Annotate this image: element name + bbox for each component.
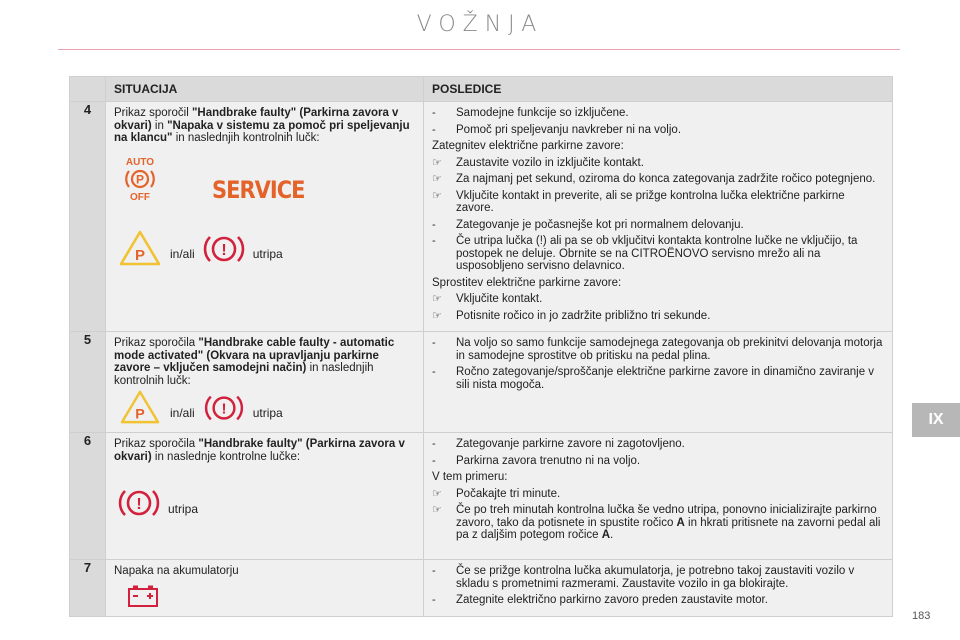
pointing-hand-icon: ☞: [432, 156, 442, 169]
list-item: [432, 107, 884, 120]
dash-marker: -: [432, 337, 436, 349]
pointing-hand-icon: ☞: [432, 487, 442, 500]
list-item: [432, 157, 884, 170]
message-hill-start-fault: "Napaka v sistemu za pomoč pri speljevanju na klancu": [114, 119, 410, 144]
pointing-hand-icon: ☞: [432, 189, 442, 202]
list-item-text: Vključite kontakt.: [456, 293, 543, 305]
row-number: 6: [70, 433, 106, 560]
situation-cell: [106, 560, 424, 617]
table-row-7: [70, 560, 893, 617]
dash-marker: -: [432, 454, 436, 467]
table-header-row: [70, 77, 893, 102]
list-item: [432, 337, 884, 362]
dash-marker: -: [432, 107, 436, 119]
subheading: Zategnitev električne parkirne zavore:: [432, 140, 624, 152]
list-item-text: Za najmanj pet sekund, oziroma do konca zategovanja zadržite ročico potegnjeno.: [456, 173, 876, 185]
situation-text: Napaka na akumulatorju: [114, 565, 239, 577]
consequences-cell: [424, 560, 893, 617]
svg-text:P: P: [135, 172, 145, 186]
lever-ref-a: A: [601, 529, 611, 541]
auto-p-off-icon: [118, 155, 162, 201]
list-item-text: Ročno zategovanje/sproščanje električne parkirne zavore in dinamično zaviranje v sili nista mogoča.: [456, 366, 875, 391]
text-part: .: [610, 529, 614, 541]
svg-text:P: P: [135, 406, 145, 423]
off-label: OFF: [130, 191, 150, 201]
caption-flashing: utripa: [252, 247, 283, 261]
pointing-hand-icon: ☞: [432, 173, 442, 185]
consequences-cell: [424, 332, 893, 433]
list-item-text: Potisnite ročico in jo zadržite približno tri sekunde.: [456, 309, 711, 322]
table-row-6: [70, 433, 893, 560]
svg-text:P: P: [134, 246, 146, 264]
list-item: [432, 504, 884, 542]
warning-lamps-row: [114, 389, 415, 425]
list-item-text: Na voljo so samo funkcije samodejnega zategovanja ob prekinitvi delovanja motorja in samodejne sprostitve ob pritisku na pedal plina.: [456, 337, 883, 362]
dash-marker: -: [432, 366, 436, 378]
list-item: [432, 366, 884, 391]
dash-marker: -: [432, 565, 436, 577]
dash-marker: -: [432, 218, 436, 231]
subheading: Sprostitev električne parkirne zavore:: [432, 276, 622, 289]
situation-text: [114, 438, 415, 463]
message-handbrake-faulty: "Handbrake faulty" (Parkirna zavora v okvari): [114, 438, 405, 463]
row-number: 7: [70, 560, 106, 617]
situation-text-tail: in naslednje kontrolne lučke:: [151, 450, 301, 463]
list-item-text: Če se prižge kontrolna lučka akumulatorja, je potrebno takoj zaustaviti vozilo v skladu s prometnimi razmerami. Zaustavite vozilo in ga blokirajte.: [456, 565, 855, 590]
list-item: [432, 219, 884, 232]
situation-text-lead: Prikaz sporočil: [114, 107, 192, 119]
dash-marker: -: [432, 235, 436, 247]
list-item-text: Pomoč pri speljevanju navkreber ni na voljo.: [456, 123, 682, 136]
situation-text: [114, 337, 415, 387]
situation-cell: [106, 102, 424, 332]
page-number: 183: [912, 610, 931, 622]
caption-and-or: in/ali: [170, 247, 195, 261]
list-item-text: Zaustavite vozilo in izključite kontakt.: [456, 156, 644, 169]
situation-cell: [106, 433, 424, 560]
pointing-hand-icon: ☞: [432, 293, 442, 305]
title-rule: [58, 49, 900, 50]
list-item-text: [456, 504, 884, 542]
dash-marker: -: [432, 123, 436, 136]
p-warning-triangle-icon: [118, 229, 162, 267]
text-part: Če po treh minutah kontrolna lučka še vedno utripa, ponovno inicializirajte parkirno zavoro, tako da potisnete in spustite ročico: [456, 504, 877, 529]
message-handbrake-faulty: "Handbrake faulty" (Parkirna zavora v okvari): [114, 107, 399, 132]
svg-text:!: !: [221, 241, 227, 259]
pointing-hand-icon: ☞: [432, 504, 442, 516]
list-item-text: Počakajte tri minute.: [456, 487, 561, 500]
list-item-text: Samodejne funkcije so izključene.: [456, 107, 629, 119]
brake-warning-icon: [118, 485, 160, 521]
list-item-text: Zategovanje parkirne zavore ni zagotovljeno.: [456, 438, 685, 450]
battery-icon: [126, 584, 160, 608]
list-item: [432, 455, 884, 468]
caption-and-or: in/ali: [170, 405, 195, 420]
text-part: in hkrati pritisnete na zavorni pedal ali pa z daljšim potegom ročice: [456, 516, 881, 541]
row-number: 4: [70, 102, 106, 332]
header-situation: SITUACIJA: [106, 77, 424, 102]
message-handbrake-cable-faulty: "Handbrake cable faulty - automatic mode activated" (Okvara na upravljanju parkirne zavore – vključen samodejni način): [114, 337, 395, 374]
situation-text: [114, 107, 415, 145]
dash-marker: -: [432, 438, 436, 450]
lever-ref-a: A: [676, 516, 685, 529]
list-item-text: Vključite kontakt in preverite, ali se prižge kontrolna lučka električne parkirne zavore.: [456, 189, 845, 214]
list-item: [432, 488, 884, 501]
subheading: V tem primeru:: [432, 471, 508, 483]
list-item: [432, 310, 884, 323]
header-num: [70, 77, 106, 102]
situation-text-tail: in naslednjih kontrolnih lučk:: [172, 132, 320, 144]
list-item: [432, 293, 884, 306]
situation-text-and: in: [151, 119, 168, 132]
header-consequences: POSLEDICE: [424, 77, 893, 102]
list-item-text: Zategovanje je počasnejše kot pri normalnem delovanju.: [456, 218, 744, 231]
p-warning-triangle-icon: [118, 389, 162, 425]
situation-cell: [106, 332, 424, 433]
warning-lamps-row: [114, 485, 415, 521]
list-item-text: Zategnite električno parkirno zavoro preden zaustavite motor.: [456, 594, 768, 606]
situation-text-lead: Prikaz sporočila: [114, 337, 199, 349]
warning-lamps-row-1: [114, 155, 415, 204]
list-item: [432, 173, 884, 186]
list-item: [432, 565, 884, 590]
caption-flashing: utripa: [168, 501, 199, 516]
list-item: [432, 190, 884, 215]
brake-warning-icon: [203, 231, 245, 267]
list-item-text: Parkirna zavora trenutno ni na voljo.: [456, 454, 641, 467]
auto-label: AUTO: [125, 156, 155, 168]
list-item: [432, 438, 884, 451]
pointing-hand-icon: ☞: [432, 309, 442, 322]
table-row-4: [70, 102, 893, 332]
service-lamp: SERVICE: [212, 176, 305, 204]
chapter-tab[interactable]: IX: [912, 403, 960, 437]
table-row-5: [70, 332, 893, 433]
row-number: 5: [70, 332, 106, 433]
consequences-cell: [424, 433, 893, 560]
list-item: [432, 124, 884, 137]
svg-text:!: !: [136, 496, 142, 513]
situation-text-lead: Prikaz sporočila: [114, 438, 199, 450]
svg-text:!: !: [221, 400, 227, 418]
list-item: [432, 594, 884, 607]
situation-text-tail: in naslednjih kontrolnih lučk:: [114, 362, 374, 387]
warning-lamps-row-2: [114, 229, 415, 267]
list-item: [432, 235, 884, 273]
list-item-text: Če utripa lučka (!) ali pa se ob vključitvi kontakta kontrolne lučke ne vključijo, ta postopek ne deluje. Obrnite se na CITROËNOVO servisno mrežo ali na usposobljeno servisno delavnico.: [456, 235, 858, 272]
caption-flashing: utripa: [252, 405, 283, 420]
consequences-cell: [424, 102, 893, 332]
warning-table: [69, 76, 893, 617]
dash-marker: -: [432, 594, 436, 606]
brake-warning-icon: [203, 391, 245, 425]
page-title: VOŽNJA: [416, 12, 544, 37]
